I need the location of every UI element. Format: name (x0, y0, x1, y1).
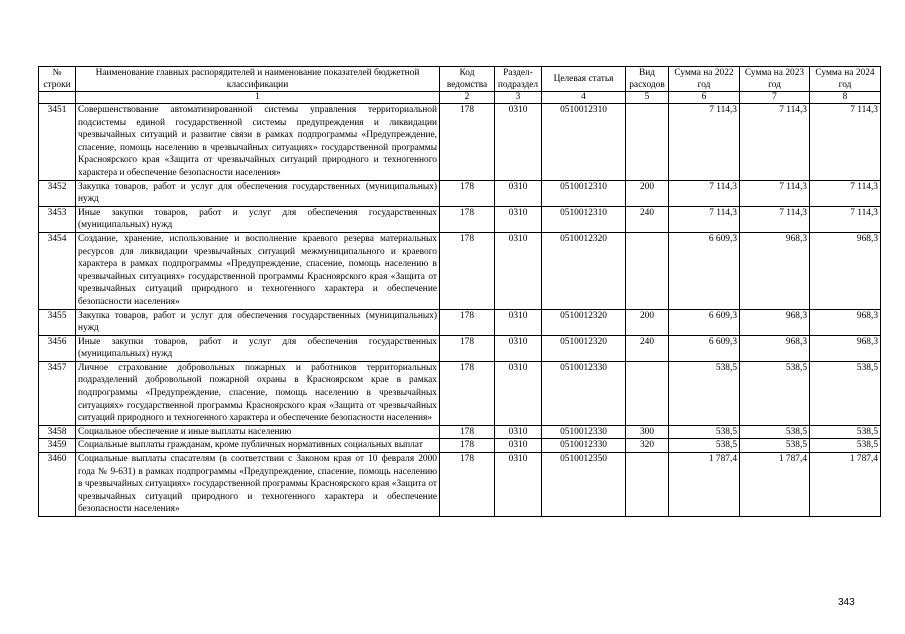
header-sum-2024: Сумма на 2024 год (810, 67, 881, 92)
table-row (39, 232, 881, 309)
header-section: Раздел-подраздел (495, 67, 542, 92)
target-code: 0510012330 (542, 361, 626, 425)
target-code: 0510012310 (542, 180, 626, 206)
target-code: 0510012320 (542, 232, 626, 309)
sum-2024: 1 787,4 (810, 453, 881, 517)
row-name: Совершенствование автоматизированной системы управления территориальной подсистемы единой государственной системы предупреждения и ликвидации чрезвычайных ситуаций и развитие связи в рамках подпрограммы «Предупреждение, спасение, помощь населению в чрезвычайных ситуациях» государственной программы Красноярского края «Защита от чрезвычайных ситуаций природного и техногенного характера и обеспечение безопасности населения» (76, 104, 440, 181)
section-code: 0310 (495, 439, 542, 453)
header-dept-code: Код ведомства (440, 67, 495, 92)
sum-2023: 538,5 (740, 425, 810, 439)
row-name: Социальные выплаты спасателям (в соответствии с Законом края от 10 февраля 2000 года № 9-631) в рамках подпрограммы «Предупреждение, спасение, помощь населению в чрезвычайных ситуациях» государственной программы Красноярского края «Защита от чрезвычайных ситуаций природного и техногенного характера и обеспечение безопасности населения» (76, 453, 440, 517)
row-number: 3460 (39, 453, 76, 517)
sum-2022: 6 609,3 (669, 232, 740, 309)
target-code: 0510012330 (542, 425, 626, 439)
target-code: 0510012320 (542, 309, 626, 335)
index-cell: 8 (810, 92, 881, 104)
row-name: Закупка товаров, работ и услуг для обеспечения государственных (муниципальных) нужд (76, 180, 440, 206)
table-row (39, 361, 881, 425)
row-number: 3458 (39, 425, 76, 439)
index-cell: 6 (669, 92, 740, 104)
dept-code: 178 (440, 335, 495, 361)
header-expense-type: Вид расходов (626, 67, 669, 92)
row-number: 3455 (39, 309, 76, 335)
table-row (39, 104, 881, 181)
row-name: Личное страхование добровольных пожарных и работников территориальных подразделений добровольной пожарной охраны в Красноярском крае в рамках подпрограммы «Предупреждение, спасение, помощь населению в чрезвычайных ситуациях» государственной программы Красноярского края «Защита от чрезвычайных ситуаций природного и техногенного характера и обеспечение безопасности населения» (76, 361, 440, 425)
sum-2024: 968,3 (810, 335, 881, 361)
page-number: 343 (838, 597, 855, 608)
section-code: 0310 (495, 309, 542, 335)
header-sum-2022: Сумма на 2022 год (669, 67, 740, 92)
sum-2023: 7 114,3 (740, 104, 810, 181)
row-name: Иные закупки товаров, работ и услуг для обеспечения государственных (муниципальных) нужд (76, 335, 440, 361)
sum-2022: 6 609,3 (669, 335, 740, 361)
sum-2023: 1 787,4 (740, 453, 810, 517)
dept-code: 178 (440, 104, 495, 181)
section-code: 0310 (495, 206, 542, 232)
expense-type: 200 (626, 309, 669, 335)
row-number: 3451 (39, 104, 76, 181)
table-row (39, 453, 881, 517)
dept-code: 178 (440, 206, 495, 232)
section-code: 0310 (495, 335, 542, 361)
expense-type (626, 104, 669, 181)
index-cell: 7 (740, 92, 810, 104)
row-name: Социальное обеспечение и иные выплаты населению (76, 425, 440, 439)
sum-2024: 968,3 (810, 309, 881, 335)
table-header-row (39, 67, 881, 92)
dept-code: 178 (440, 439, 495, 453)
sum-2024: 538,5 (810, 425, 881, 439)
section-code: 0310 (495, 425, 542, 439)
target-code: 0510012350 (542, 453, 626, 517)
sum-2022: 7 114,3 (669, 180, 740, 206)
row-name: Закупка товаров, работ и услуг для обеспечения государственных (муниципальных) нужд (76, 309, 440, 335)
dept-code: 178 (440, 425, 495, 439)
target-code: 0510012330 (542, 439, 626, 453)
table-row (39, 309, 881, 335)
header-target: Целевая статья (542, 67, 626, 92)
column-index-row (39, 92, 881, 104)
index-cell: 4 (542, 92, 626, 104)
row-name: Иные закупки товаров, работ и услуг для обеспечения государственных (муниципальных) нужд (76, 206, 440, 232)
table-row (39, 439, 881, 453)
expense-type (626, 232, 669, 309)
sum-2022: 7 114,3 (669, 206, 740, 232)
sum-2023: 7 114,3 (740, 180, 810, 206)
table-row (39, 335, 881, 361)
sum-2024: 7 114,3 (810, 180, 881, 206)
dept-code: 178 (440, 361, 495, 425)
row-name: Создание, хранение, использование и восполнение краевого резерва материальных ресурсов для ликвидации чрезвычайных ситуаций межмуниципального и краевого характера в рамках подпрограммы «Предупреждение, спасение, помощь населению в чрезвычайных ситуациях» государственной программы Красноярского края «Защита от чрезвычайных ситуаций природного и техногенного характера и обеспечение безопасности населения» (76, 232, 440, 309)
sum-2024: 7 114,3 (810, 206, 881, 232)
sum-2024: 538,5 (810, 439, 881, 453)
dept-code: 178 (440, 453, 495, 517)
expense-type: 200 (626, 180, 669, 206)
table-row (39, 180, 881, 206)
index-cell (39, 92, 76, 104)
sum-2023: 968,3 (740, 232, 810, 309)
target-code: 0510012310 (542, 104, 626, 181)
sum-2023: 968,3 (740, 309, 810, 335)
sum-2022: 538,5 (669, 439, 740, 453)
budget-table (38, 66, 881, 517)
row-number: 3457 (39, 361, 76, 425)
section-code: 0310 (495, 180, 542, 206)
header-name: Наименование главных распорядителей и наименование показателей бюджетной классификации (76, 67, 440, 92)
section-code: 0310 (495, 453, 542, 517)
index-cell: 1 (76, 92, 440, 104)
expense-type: 320 (626, 439, 669, 453)
header-sum-2023: Сумма на 2023 год (740, 67, 810, 92)
dept-code: 178 (440, 232, 495, 309)
sum-2024: 7 114,3 (810, 104, 881, 181)
expense-type: 240 (626, 206, 669, 232)
row-name: Социальные выплаты гражданам, кроме публичных нормативных социальных выплат (76, 439, 440, 453)
section-code: 0310 (495, 104, 542, 181)
row-number: 3459 (39, 439, 76, 453)
sum-2023: 968,3 (740, 335, 810, 361)
section-code: 0310 (495, 361, 542, 425)
expense-type: 240 (626, 335, 669, 361)
row-number: 3452 (39, 180, 76, 206)
expense-type: 300 (626, 425, 669, 439)
sum-2022: 7 114,3 (669, 104, 740, 181)
row-number: 3453 (39, 206, 76, 232)
table-row (39, 206, 881, 232)
target-code: 0510012310 (542, 206, 626, 232)
expense-type (626, 361, 669, 425)
sum-2023: 7 114,3 (740, 206, 810, 232)
row-number: 3456 (39, 335, 76, 361)
target-code: 0510012320 (542, 335, 626, 361)
sum-2024: 538,5 (810, 361, 881, 425)
dept-code: 178 (440, 180, 495, 206)
sum-2022: 538,5 (669, 425, 740, 439)
sum-2023: 538,5 (740, 361, 810, 425)
sum-2022: 1 787,4 (669, 453, 740, 517)
index-cell: 5 (626, 92, 669, 104)
sum-2022: 538,5 (669, 361, 740, 425)
sum-2023: 538,5 (740, 439, 810, 453)
sum-2024: 968,3 (810, 232, 881, 309)
header-row-number: № строки (39, 67, 76, 92)
dept-code: 178 (440, 309, 495, 335)
row-number: 3454 (39, 232, 76, 309)
index-cell: 2 (440, 92, 495, 104)
sum-2022: 6 609,3 (669, 309, 740, 335)
index-cell: 3 (495, 92, 542, 104)
section-code: 0310 (495, 232, 542, 309)
table-row (39, 425, 881, 439)
expense-type (626, 453, 669, 517)
